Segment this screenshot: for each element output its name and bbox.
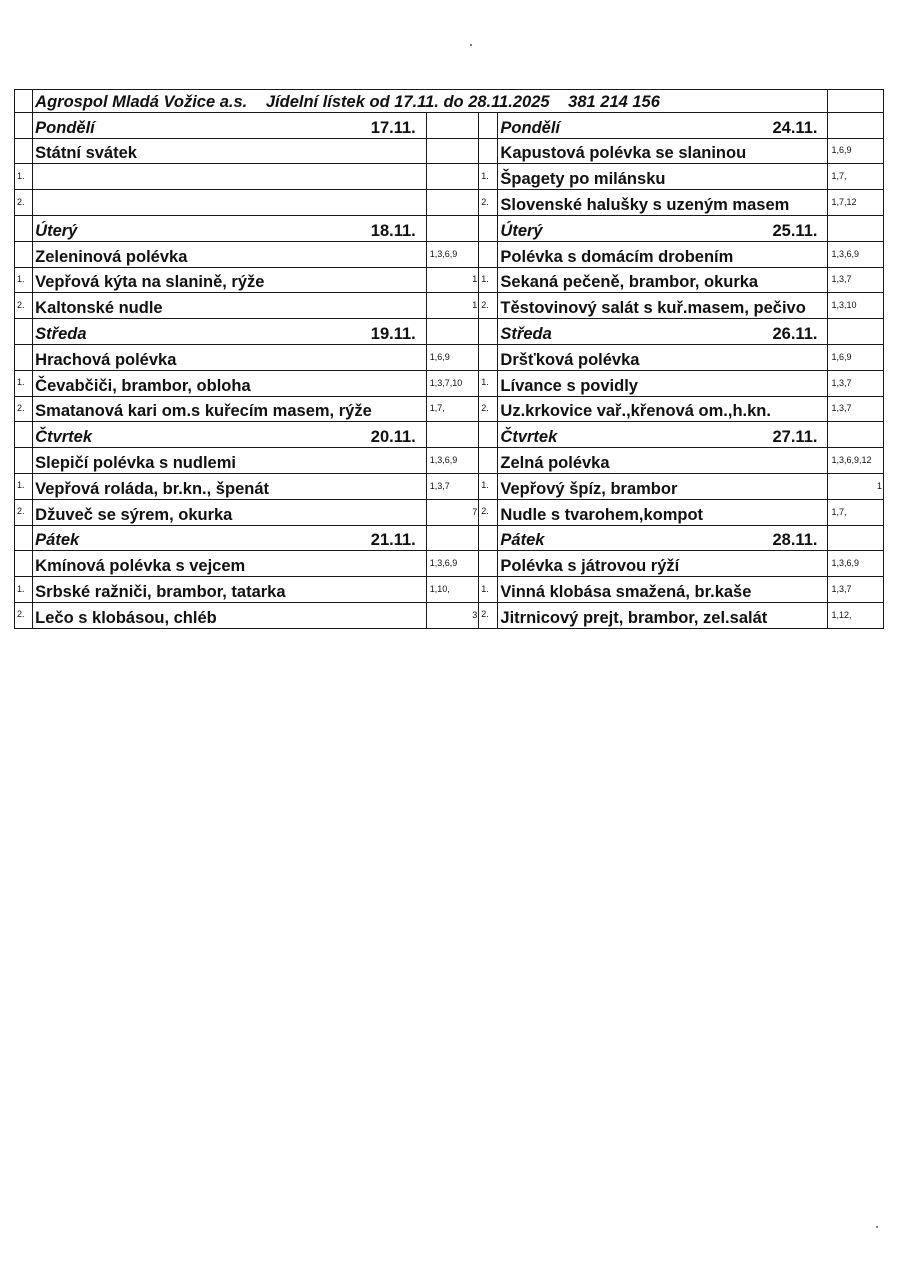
- dish-number: 2.: [15, 396, 33, 422]
- allergen-cell: [828, 319, 884, 345]
- day-name: Pátek: [35, 531, 80, 550]
- day-date: 24.11.: [772, 118, 818, 137]
- dish-number: [15, 448, 33, 474]
- day-num-cell: [15, 112, 33, 138]
- dish-name: Špagety po milánsku: [498, 164, 828, 190]
- dish-number: 1.: [479, 473, 498, 499]
- dish-name: Džuveč se sýrem, okurka: [33, 499, 427, 525]
- day-num-cell: [15, 525, 33, 551]
- day-cell: [33, 422, 427, 448]
- dish-name: Polévka s játrovou rýží: [498, 551, 828, 577]
- dish-row: [15, 190, 884, 216]
- day-date: 26.11.: [772, 324, 818, 343]
- dish-row: [15, 293, 884, 319]
- allergens: 1,6,9: [828, 344, 884, 370]
- allergens: 1: [426, 293, 478, 319]
- dish-number: 2.: [479, 396, 498, 422]
- dish-number: 1.: [15, 577, 33, 603]
- allergens: 1: [426, 267, 478, 293]
- dish-number: 1.: [15, 473, 33, 499]
- dish-number: 2.: [479, 602, 498, 628]
- company-name: Agrospol Mladá Vožice a.s.: [35, 92, 248, 111]
- day-cell: [498, 112, 828, 138]
- day-name: Čtvrtek: [500, 428, 558, 447]
- dish-number: 2.: [479, 499, 498, 525]
- dish-number: 2.: [479, 190, 498, 216]
- dish-name: Sekaná pečeně, brambor, okurka: [498, 267, 828, 293]
- dish-row: [15, 577, 884, 603]
- dish-name: Vepřový špíz, brambor: [498, 473, 828, 499]
- allergens: 1,7,: [828, 499, 884, 525]
- dish-row: [15, 344, 884, 370]
- dish-row: [15, 370, 884, 396]
- day-row: [15, 215, 884, 241]
- dish-name: Jitrnicový prejt, brambor, zel.salát: [498, 602, 828, 628]
- day-num-cell: [479, 422, 498, 448]
- dish-name: Zelná polévka: [498, 448, 828, 474]
- dish-name: Slovenské halušky s uzeným masem: [498, 190, 828, 216]
- dish-name: Státní svátek: [33, 138, 427, 164]
- dish-number: [15, 138, 33, 164]
- dish-name: [33, 190, 427, 216]
- dish-name: Uz.krkovice vař.,křenová om.,h.kn.: [498, 396, 828, 422]
- dish-number: 2.: [15, 499, 33, 525]
- day-num-cell: [15, 422, 33, 448]
- day-date: 18.11.: [370, 221, 416, 240]
- allergens: 1,3,7: [426, 473, 478, 499]
- dish-number: 2.: [15, 190, 33, 216]
- dish-number: 1.: [15, 267, 33, 293]
- day-date: 28.11.: [772, 531, 818, 550]
- dish-number: 1.: [15, 164, 33, 190]
- day-name: Úterý: [500, 221, 543, 240]
- header-cell: [33, 90, 828, 113]
- day-row: [15, 422, 884, 448]
- allergens: 1,3,6,9,12: [828, 448, 884, 474]
- allergen-cell: [426, 525, 478, 551]
- allergens: 1,3,6,9: [426, 551, 478, 577]
- day-name: Úterý: [35, 221, 78, 240]
- dish-number: 2.: [479, 293, 498, 319]
- allergens: 1,3,7,10: [426, 370, 478, 396]
- dish-row: [15, 473, 884, 499]
- day-cell: [498, 215, 828, 241]
- day-date: 21.11.: [370, 531, 416, 550]
- dish-number: [479, 344, 498, 370]
- header-allergen-cell: [828, 90, 884, 113]
- dish-number: [15, 551, 33, 577]
- dish-name: Vepřová kýta na slanině, rýže: [33, 267, 427, 293]
- day-row: [15, 112, 884, 138]
- scan-speck: [876, 1226, 878, 1228]
- day-num-cell: [15, 215, 33, 241]
- allergen-cell: [426, 112, 478, 138]
- dish-number: 1.: [479, 164, 498, 190]
- dish-name: Těstovinový salát s kuř.masem, pečivo: [498, 293, 828, 319]
- allergens: 1,6,9: [828, 138, 884, 164]
- day-num-cell: [15, 319, 33, 345]
- allergens: 1,3,7: [828, 267, 884, 293]
- dish-name: Polévka s domácím drobením: [498, 241, 828, 267]
- dish-name: Smatanová kari om.s kuřecím masem, rýže: [33, 396, 427, 422]
- allergens: 1,3,10: [828, 293, 884, 319]
- day-cell: [498, 319, 828, 345]
- day-row: [15, 319, 884, 345]
- allergens: [426, 164, 478, 190]
- menu-title: Jídelní lístek od 17.11. do 28.11.2025: [265, 92, 550, 111]
- menu-table: [14, 89, 884, 629]
- dish-number: 1.: [479, 577, 498, 603]
- allergen-cell: [828, 112, 884, 138]
- dish-number: [15, 344, 33, 370]
- allergens: 1,3,6,9: [426, 241, 478, 267]
- dish-row: [15, 499, 884, 525]
- dish-name: Čevabčiči, brambor, obloha: [33, 370, 427, 396]
- allergen-cell: [828, 215, 884, 241]
- allergens: 7: [426, 499, 478, 525]
- dish-row: [15, 138, 884, 164]
- allergen-cell: [426, 319, 478, 345]
- allergens: [426, 138, 478, 164]
- allergen-cell: [828, 422, 884, 448]
- day-cell: [33, 525, 427, 551]
- dish-name: Lívance s povidly: [498, 370, 828, 396]
- dish-name: Dršťková polévka: [498, 344, 828, 370]
- dish-name: Lečo s klobásou, chléb: [33, 602, 427, 628]
- scan-speck: [470, 44, 472, 46]
- day-cell: [498, 525, 828, 551]
- allergen-cell: [828, 525, 884, 551]
- day-date: 25.11.: [772, 221, 818, 240]
- day-date: 19.11.: [370, 324, 416, 343]
- day-name: Pondělí: [35, 118, 95, 137]
- phone-number: 381 214 156: [568, 92, 660, 111]
- allergens: 1,7,: [828, 164, 884, 190]
- dish-name: Slepičí polévka s nudlemi: [33, 448, 427, 474]
- dish-name: Kmínová polévka s vejcem: [33, 551, 427, 577]
- dish-row: [15, 396, 884, 422]
- dish-name: [33, 164, 427, 190]
- allergens: 1,3,7: [828, 577, 884, 603]
- dish-number: [479, 138, 498, 164]
- dish-row: [15, 602, 884, 628]
- day-name: Středa: [500, 324, 552, 343]
- day-name: Čtvrtek: [35, 428, 93, 447]
- day-cell: [33, 215, 427, 241]
- dish-number: 1.: [15, 370, 33, 396]
- day-date: 17.11.: [370, 118, 416, 137]
- dish-row: [15, 448, 884, 474]
- dish-name: Srbské ražniči, brambor, tatarka: [33, 577, 427, 603]
- allergens: 1,3,6,9: [426, 448, 478, 474]
- dish-number: 2.: [15, 293, 33, 319]
- dish-name: Hrachová polévka: [33, 344, 427, 370]
- header-num-cell: [15, 90, 33, 113]
- day-num-cell: [479, 215, 498, 241]
- allergens: 1: [828, 473, 884, 499]
- allergens: 1,3,7: [828, 396, 884, 422]
- dish-row: [15, 241, 884, 267]
- day-name: Pátek: [500, 531, 545, 550]
- allergens: 1,3,7: [828, 370, 884, 396]
- day-row: [15, 525, 884, 551]
- dish-name: Vepřová roláda, br.kn., špenát: [33, 473, 427, 499]
- dish-number: 1.: [479, 370, 498, 396]
- allergens: [426, 190, 478, 216]
- dish-name: Nudle s tvarohem,kompot: [498, 499, 828, 525]
- dish-name: Zeleninová polévka: [33, 241, 427, 267]
- dish-number: [15, 241, 33, 267]
- day-cell: [33, 319, 427, 345]
- day-name: Pondělí: [500, 118, 560, 137]
- allergens: 1,10,: [426, 577, 478, 603]
- dish-name: Kapustová polévka se slaninou: [498, 138, 828, 164]
- dish-name: Vinná klobása smažená, br.kaše: [498, 577, 828, 603]
- day-cell: [33, 112, 427, 138]
- allergen-cell: [426, 422, 478, 448]
- dish-number: [479, 448, 498, 474]
- allergen-cell: [426, 215, 478, 241]
- day-cell: [498, 422, 828, 448]
- day-name: Středa: [35, 324, 87, 343]
- dish-row: [15, 551, 884, 577]
- day-date: 27.11.: [772, 428, 818, 447]
- allergens: 3: [426, 602, 478, 628]
- dish-number: 1.: [479, 267, 498, 293]
- dish-number: [479, 241, 498, 267]
- header-row: [15, 90, 884, 113]
- allergens: 1,3,6,9: [828, 241, 884, 267]
- allergens: 1,3,6,9: [828, 551, 884, 577]
- dish-row: [15, 164, 884, 190]
- allergens: 1,7,: [426, 396, 478, 422]
- day-date: 20.11.: [370, 428, 416, 447]
- dish-row: [15, 267, 884, 293]
- allergens: 1,7,12: [828, 190, 884, 216]
- dish-number: [479, 551, 498, 577]
- dish-name: Kaltonské nudle: [33, 293, 427, 319]
- allergens: 1,12,: [828, 602, 884, 628]
- day-num-cell: [479, 525, 498, 551]
- day-num-cell: [479, 112, 498, 138]
- day-num-cell: [479, 319, 498, 345]
- allergens: 1,6,9: [426, 344, 478, 370]
- dish-number: 2.: [15, 602, 33, 628]
